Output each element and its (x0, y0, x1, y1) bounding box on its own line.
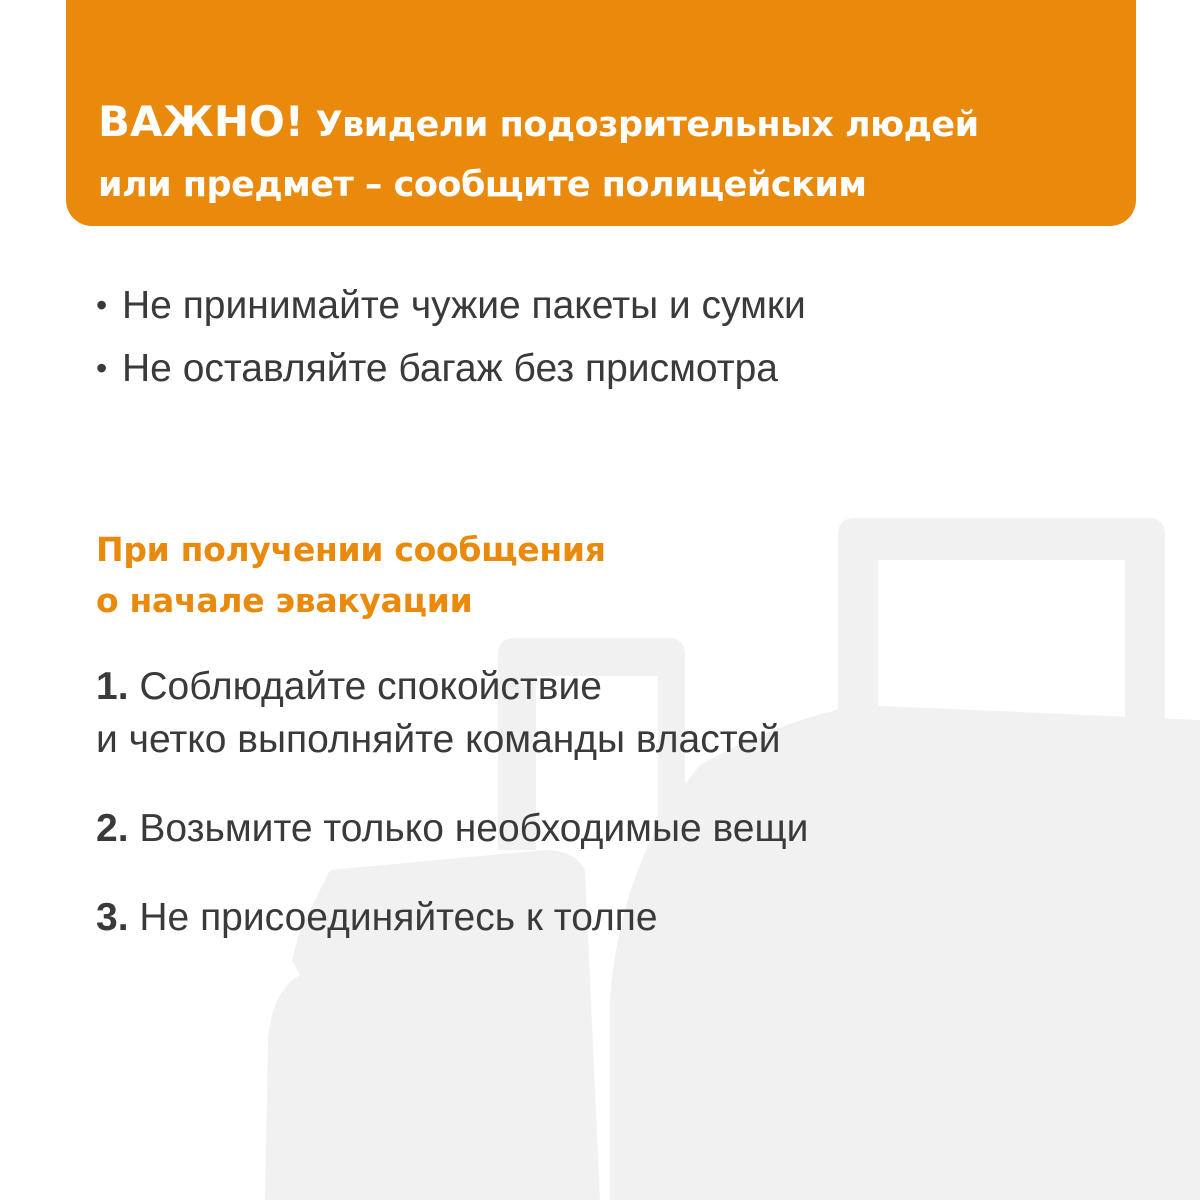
rule-text: Не оставляйте багаж без присмотра (122, 347, 778, 390)
evacuation-heading (96, 524, 736, 626)
list-item (96, 274, 806, 337)
bullet-icon: • (96, 350, 108, 386)
step-item (96, 891, 808, 944)
step-text: Не присоединяйтесь к толпе (139, 896, 658, 939)
warning-accent: ВАЖНО! (98, 97, 304, 146)
bullet-icon: • (96, 287, 108, 323)
warning-banner (66, 0, 1136, 226)
step-text-continued: и четко выполняйте команды властей (96, 718, 781, 761)
evacuation-heading-line-2: о начале эвакуации (96, 581, 473, 620)
step-number: 1. (96, 665, 129, 708)
step-text: Соблюдайте спокойствие (139, 665, 602, 708)
rule-text: Не принимайте чужие пакеты и сумки (122, 284, 806, 327)
evacuation-heading-line-1: При получении сообщения (96, 530, 606, 569)
warning-line-2: или предмет – сообщите полицейским (98, 165, 867, 205)
list-item (96, 337, 806, 400)
step-number: 2. (96, 807, 129, 850)
step-number: 3. (96, 896, 129, 939)
step-text: Возьмите только необходимые вещи (139, 807, 809, 850)
step-item (96, 802, 808, 855)
warning-line-1: Увидели подозрительных людей (315, 105, 979, 145)
warning-text (98, 92, 1128, 215)
step-item (96, 660, 808, 766)
rules-list (96, 274, 806, 400)
evacuation-steps (96, 660, 808, 944)
